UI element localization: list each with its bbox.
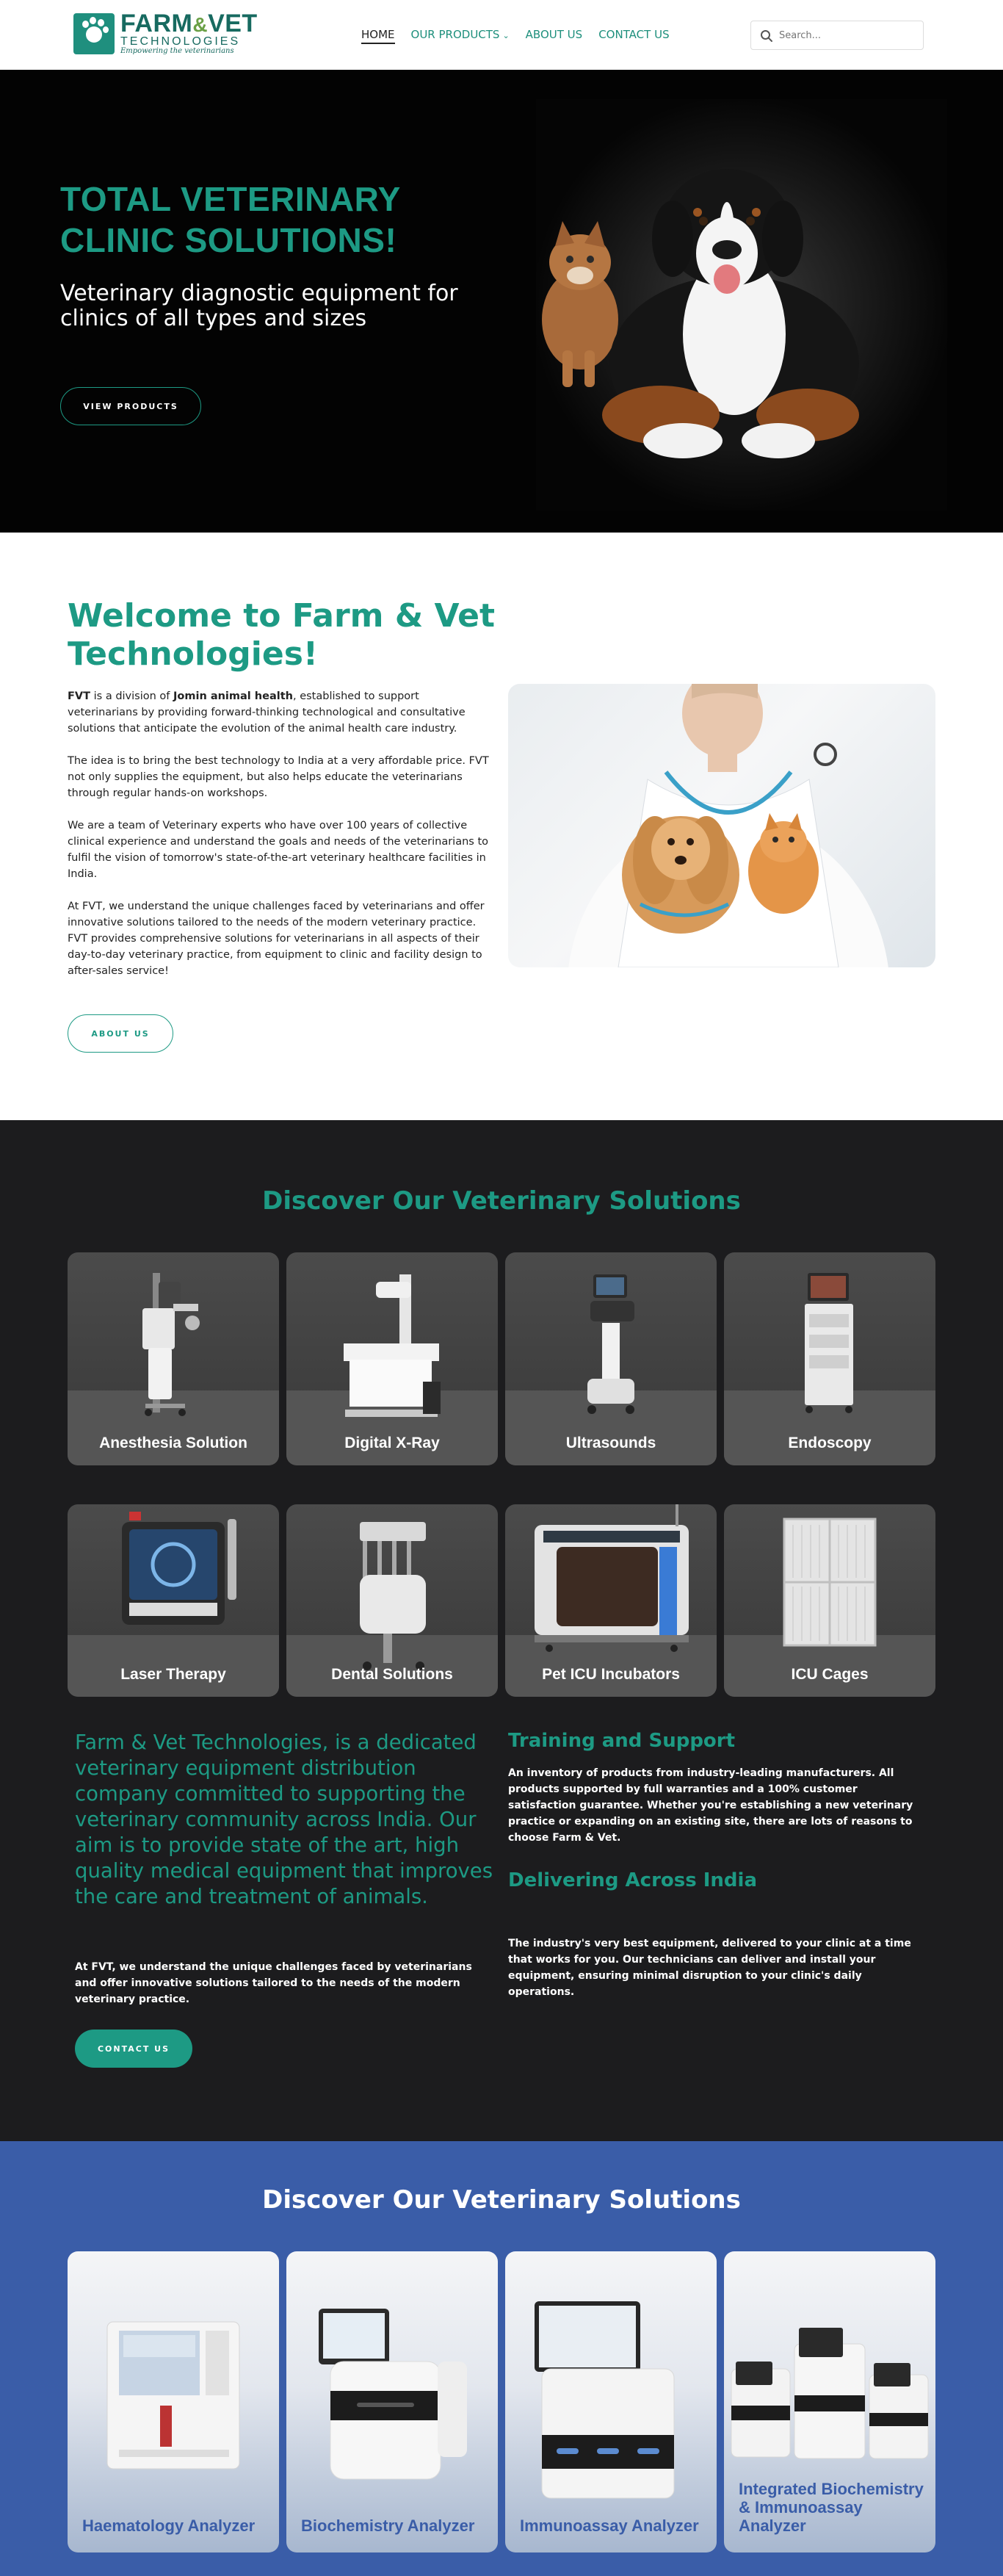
about-us-button[interactable]: ABOUT US	[68, 1014, 173, 1053]
training-support-text: An inventory of products from industry-leading manufacturers. All products supported by full warranties and a 100% customer satisfaction guarantee. Whether you're establishing a new veterinary practice or expanding on an existing site, there are lots of reasons to choose Farm & Vet.	[508, 1767, 913, 1844]
anesthesia-machine-image	[68, 1252, 279, 1465]
card-label: Laser Therapy	[120, 1666, 226, 1683]
main-nav	[361, 26, 670, 44]
mission-subtext: At FVT, we understand the unique challenges faced by veterinarians and offer innovative solutions tailored to the needs of the modern veterinary practice.	[75, 1961, 472, 2005]
welcome-paragraph: FVT is a division of Jomin animal health, established to support veterinarians by providing forward-thinking technological and consultative solutions that anticipate the evolution of the animal health care industry.	[68, 690, 466, 735]
nav-our-products[interactable]	[411, 26, 510, 44]
contact-us-button[interactable]: CONTACT US	[75, 2030, 192, 2068]
mission-statement: Farm & Vet Technologies, is a dedicated veterinary equipment distribution company committed to supporting the veterinary community across India. Our aim is to provide state of the art, high quality medical equipment that improves the care and treatment of animals.	[75, 1731, 493, 1908]
welcome-title: Welcome to Farm & Vet Technologies!	[68, 597, 496, 673]
hero-banner	[0, 70, 1003, 533]
product-label: Integrated Biochemistry & Immunoassay Analyzer	[739, 2480, 924, 2535]
welcome-paragraph: The idea is to bring the best technology to India at a very affordable price. FVT not only supplies the equipment, but also helps educate the veterinarians through regular hands-on workshops.	[68, 755, 489, 799]
haematology-analyzer-image	[68, 2251, 279, 2552]
card-label: Ultrasounds	[565, 1435, 656, 1451]
immunoassay-analyzer-image	[505, 2251, 717, 2552]
veterinary-solutions-section	[0, 1120, 1003, 2141]
nav-contact-us[interactable]: CONTACT US	[598, 28, 670, 41]
x-ray-machine-image	[286, 1252, 498, 1465]
nav-about-us[interactable]: ABOUT US	[525, 28, 583, 41]
training-support-heading: Training and Support	[508, 1730, 736, 1752]
card-icu-cages[interactable]	[724, 1504, 935, 1697]
logo-wordmark: FARM&VET	[120, 10, 258, 37]
biochemistry-analyzer-image	[286, 2251, 498, 2552]
hero-title: TOTAL VETERINARY CLINIC SOLUTIONS!	[60, 180, 400, 259]
logo-tagline: Empowering the veterinarians	[120, 47, 234, 55]
card-label: Endoscopy	[788, 1435, 872, 1451]
lab-solutions-title: Discover Our Veterinary Solutions	[262, 2185, 741, 2215]
search-box	[750, 21, 924, 50]
card-haematology-analyzer[interactable]	[68, 2251, 279, 2552]
logo-subtitle: TECHNOLOGIES	[120, 35, 241, 48]
site-header	[0, 0, 1003, 70]
vet-with-pets-image	[508, 684, 935, 967]
chevron-down-icon: ⌄	[502, 31, 510, 40]
card-label: ICU Cages	[791, 1666, 869, 1683]
welcome-text	[68, 688, 490, 995]
product-label: Immunoassay Analyzer	[520, 2517, 699, 2535]
welcome-paragraph: We are a team of Veterinary experts who have over 100 years of collective clinical experience and understand the goals and needs of the veterinarians to fulfil the vision of tomorrow's state-of-the-art veterinary healthcare facilities in India.	[68, 820, 488, 880]
welcome-section	[0, 533, 1003, 1120]
welcome-paragraph: At FVT, we understand the unique challenges faced by veterinarians and offer innovative solutions tailored to the needs of the modern veterinary practice. FVT provides comprehensive solutions for veterinarians in all aspects of their day-to-day veterinary practice, from equipment to clinic and facility design to after-sales service!	[68, 901, 485, 977]
card-dental-solutions[interactable]	[286, 1504, 498, 1697]
card-immunoassay-analyzer[interactable]	[505, 2251, 717, 2552]
search-input[interactable]	[779, 26, 919, 45]
delivering-text: The industry's very best equipment, delivered to your clinic at a time that works for you. Our technicians can deliver and install your equipment, ensuring minimal disruption to your clinic's daily operations.	[508, 1938, 911, 1998]
card-label: Pet ICU Incubators	[542, 1666, 680, 1683]
card-label: Digital X-Ray	[344, 1435, 440, 1451]
card-pet-icu-incubators[interactable]	[505, 1504, 717, 1697]
search-icon[interactable]	[760, 29, 773, 43]
card-label: Dental Solutions	[331, 1666, 453, 1683]
view-products-button[interactable]: VIEW PRODUCTS	[60, 387, 201, 425]
solutions-title: Discover Our Veterinary Solutions	[262, 1186, 741, 1216]
card-anesthesia-solution[interactable]	[68, 1252, 279, 1465]
card-digital-x-ray[interactable]	[286, 1252, 498, 1465]
lab-solutions-section	[0, 2141, 1003, 2576]
endoscopy-tower-image	[724, 1252, 935, 1465]
delivering-heading: Delivering Across India	[508, 1869, 758, 1891]
hero-subtitle: Veterinary diagnostic equipment for clinics of all types and sizes	[60, 281, 458, 331]
card-laser-therapy[interactable]	[68, 1504, 279, 1697]
lab-products	[68, 2251, 935, 2552]
card-biochemistry-analyzer[interactable]	[286, 2251, 498, 2552]
card-endoscopy[interactable]	[724, 1252, 935, 1465]
nav-home[interactable]: HOME	[361, 26, 395, 44]
ultrasound-machine-image	[505, 1252, 717, 1465]
solutions-row-2	[68, 1504, 935, 1697]
nav-our-products-label: OUR PRODUCTS	[410, 28, 500, 41]
card-ultrasounds[interactable]	[505, 1252, 717, 1465]
product-label: Haematology Analyzer	[82, 2517, 256, 2535]
product-label: Biochemistry Analyzer	[301, 2517, 475, 2535]
site-logo[interactable]	[73, 10, 294, 56]
card-label: Anesthesia Solution	[99, 1435, 247, 1451]
solutions-row-1	[68, 1252, 935, 1465]
card-integrated-biochemistry-immunoassay[interactable]	[724, 2251, 935, 2552]
paw-icon	[73, 13, 115, 54]
